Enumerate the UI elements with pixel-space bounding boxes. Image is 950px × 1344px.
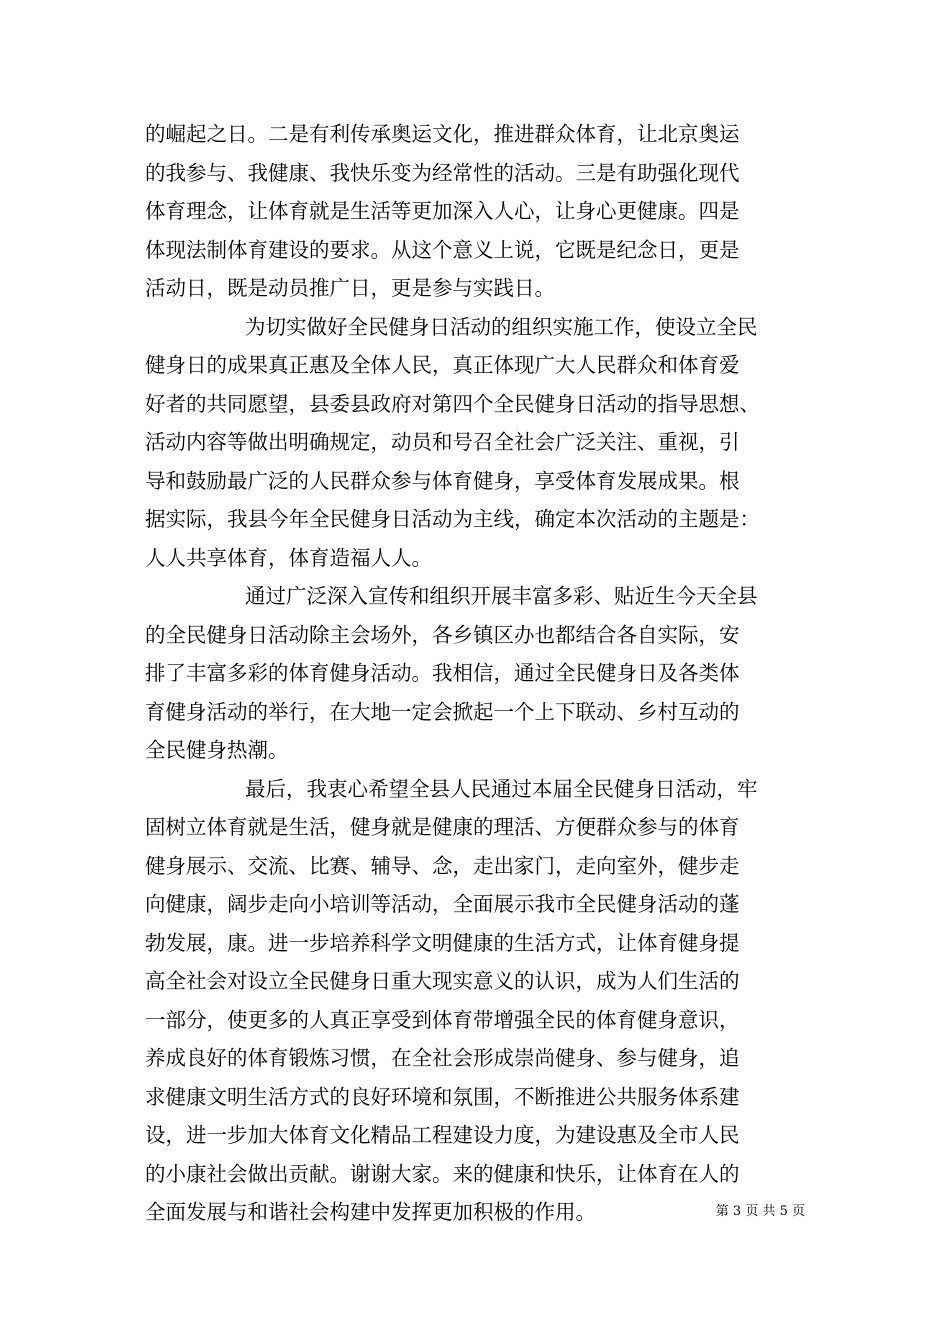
text-line: 全面发展与和谐社会构建中发挥更加积极的作用。	[145, 1200, 596, 1224]
text-line: 的崛起之日。二是有利传承奥运文化，推进群众体育，让北京奥运	[145, 122, 740, 146]
text-line: 体现法制体育建设的要求。从这个意义上说，它既是纪念日，更是	[145, 237, 740, 262]
text-line: 的我参与、我健康、我快乐变为经常性的活动。三是有助强化现代	[145, 160, 740, 185]
text-line: 的小康社会做出贡献。谢谢大家。来的健康和快乐，让体育在人的	[145, 1161, 740, 1186]
page-number-footer: 第 3 页 共 5 页	[715, 1204, 805, 1219]
text-line: 全民健身热潮。	[145, 738, 289, 762]
text-line: 育健身活动的举行，在大地一定会掀起一个上下联动、乡村互动的	[145, 699, 740, 724]
text-line: 一部分，使更多的人真正享受到体育带增强全民的体育健身意识，	[145, 1007, 740, 1032]
text-line: 高全社会对设立全民健身日重大现实意义的认识，成为人们生活的	[145, 969, 740, 993]
text-line: 健身展示、交流、比赛、辅导、念，走出家门，走向室外，健步走	[145, 853, 740, 878]
text-line: 好者的共同愿望，县委县政府对第四个全民健身日活动的指导思想、	[145, 391, 760, 416]
text-line: 的全民健身日活动除主会场外，各乡镇区办也都结合各自实际，安	[145, 622, 740, 647]
text-line: 人人共享体育，体育造福人人。	[145, 545, 432, 570]
paragraph-first-line: 通过广泛深入宣传和组织开展丰富多彩、贴近生今天全县	[245, 584, 758, 608]
text-line: 设，进一步加大体育文化精品工程建设力度，为建设惠及全市人民	[145, 1123, 740, 1147]
text-line: 排了丰富多彩的体育健身活动。我相信，通过全民健身日及各类体	[145, 661, 740, 685]
body-text	[145, 115, 835, 1232]
text-line: 养成良好的体育锻炼习惯，在全社会形成崇尚健身、参与健身，追	[145, 1046, 740, 1070]
paragraph-first-line: 最后，我衷心希望全县人民通过本届全民健身日活动，牢	[245, 776, 758, 801]
text-line: 健身日的成果真正惠及全体人民，真正体现广大人民群众和体育爱	[145, 353, 740, 377]
text-line: 活动日，既是动员推广日，更是参与实践日。	[145, 276, 555, 300]
text-line: 向健康，阔步走向小培训等活动，全面展示我市全民健身活动的蓬	[145, 892, 740, 916]
text-line: 体育理念，让体育就是生活等更加深入人心，让身心更健康。四是	[145, 199, 740, 223]
text-line: 勃发展，康。进一步培养科学文明健康的生活方式，让体育健身提	[145, 930, 740, 955]
text-line: 导和鼓励最广泛的人民群众参与体育健身，享受体育发展成果。根	[145, 468, 740, 493]
paragraph-first-line: 为切实做好全民健身日活动的组织实施工作，使设立全民	[245, 314, 758, 339]
text-line: 据实际，我县今年全民健身日活动为主线，确定本次活动的主题是：	[145, 507, 760, 531]
text-line: 求健康文明生活方式的良好环境和氛围，不断推进公共服务体系建	[145, 1084, 740, 1109]
text-line: 活动内容等做出明确规定，动员和号召全社会广泛关注、重视，引	[145, 430, 740, 454]
text-line: 固树立体育就是生活，健身就是健康的理活、方便群众参与的体育	[145, 815, 740, 839]
